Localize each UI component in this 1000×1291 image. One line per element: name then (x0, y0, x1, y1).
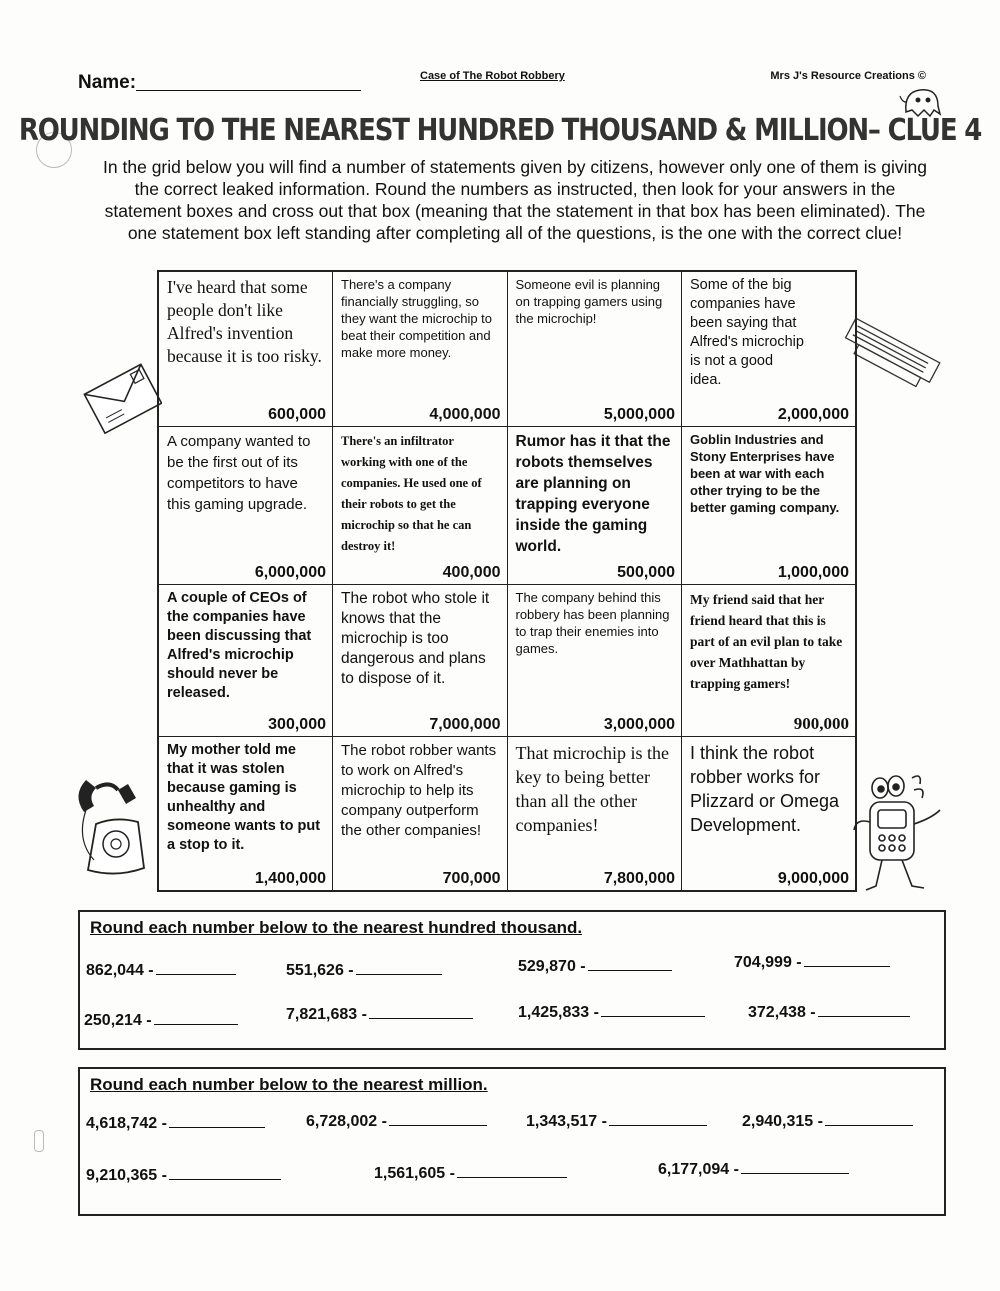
answer-field[interactable] (389, 1111, 487, 1126)
section-title: Round each number below to the nearest million. (90, 1075, 488, 1094)
question-number: 551,626 - (286, 962, 354, 979)
statement-text: My mother told me that it was stolen because gaming is unhealthy and someone wants to put a stop to it. (167, 741, 321, 853)
statement-box[interactable] (682, 271, 857, 426)
statement-text: The robot robber wants to work on Alfred's microchip to help its company outperform the other companies! (341, 741, 497, 839)
credit-text: Mrs J's Resource Creations © (770, 70, 926, 82)
statement-number: 4,000,000 (429, 405, 501, 423)
statement-number: 700,000 (442, 870, 501, 887)
statement-box[interactable] (158, 426, 333, 584)
answer-field[interactable] (588, 956, 672, 971)
statement-number: 3,000,000 (603, 715, 675, 733)
answer-field[interactable] (156, 960, 236, 975)
question-item (84, 1010, 238, 1030)
question-item (742, 1111, 913, 1131)
statement-box[interactable] (682, 426, 857, 584)
statement-text: Goblin Industries and Stony Enterprises have been at war with each other trying to be the better gaming company. (690, 431, 840, 515)
statement-box[interactable] (158, 271, 333, 426)
statement-text: I think the robot robber works for Plizzard or Omega Development. (690, 742, 840, 835)
statement-text: A couple of CEOs of the companies have been discussing that Alfred's microchip should never be released. (167, 589, 312, 701)
question-number: 372,438 - (748, 1004, 816, 1021)
statement-text: There's a company financially struggling, so they want the microchip to beat their competition and make more money. (341, 277, 493, 360)
question-number: 7,821,683 - (286, 1006, 367, 1023)
telephone-icon (66, 760, 166, 890)
statement-text: Someone evil is planning on trapping gamers using the microchip! (515, 277, 663, 326)
question-item (86, 960, 236, 980)
statement-box[interactable] (507, 426, 682, 584)
statement-number: 300,000 (268, 715, 326, 733)
answer-field[interactable] (804, 952, 890, 967)
question-item (748, 1002, 910, 1022)
hundred-thousand-section (78, 910, 946, 1050)
statement-box[interactable] (333, 736, 508, 891)
question-number: 1,425,833 - (518, 1004, 599, 1021)
question-number: 704,999 - (734, 954, 802, 971)
section-title: Round each number below to the nearest hundred thousand. (90, 918, 583, 937)
question-number: 1,343,517 - (526, 1113, 607, 1130)
question-number: 6,728,002 - (306, 1113, 387, 1130)
statement-text: I've heard that some people don't like Alfred's invention because it is too risky. (167, 277, 322, 366)
statement-box[interactable] (158, 584, 333, 736)
statement-number: 1,400,000 (254, 870, 326, 887)
binder-hole-bottom (34, 1130, 44, 1152)
statement-box[interactable] (507, 584, 682, 736)
worksheet-header (78, 72, 938, 96)
robot-icon (852, 770, 947, 900)
statement-number: 400,000 (442, 563, 501, 581)
statement-number: 7,000,000 (429, 715, 501, 733)
name-label: Name: (78, 72, 137, 93)
question-item (526, 1111, 707, 1131)
statement-text: The robot who stole it knows that the microchip is too dangerous and plans to dispose of it. (341, 589, 490, 687)
envelope-icon (82, 352, 162, 442)
answer-field[interactable] (356, 960, 442, 975)
question-item (734, 952, 890, 972)
statement-number: 600,000 (268, 405, 326, 423)
question-number: 1,561,605 - (374, 1165, 455, 1182)
statement-box[interactable] (158, 736, 333, 891)
question-item (86, 1165, 281, 1185)
statement-number: 9,000,000 (777, 870, 849, 887)
statement-text: Some of the big companies have been saying that Alfred's microchip is not a good idea. (690, 277, 804, 388)
statement-text: A company wanted to be the first out of its competitors to have this gaming upgrade. (167, 432, 311, 513)
question-item (286, 1004, 473, 1024)
answer-field[interactable] (369, 1004, 473, 1019)
question-item (286, 960, 442, 980)
answer-field[interactable] (457, 1163, 567, 1178)
statement-box[interactable] (333, 426, 508, 584)
question-item (658, 1159, 849, 1179)
million-section (78, 1067, 946, 1216)
statement-number: 7,800,000 (603, 870, 675, 887)
question-number: 9,210,365 - (86, 1167, 167, 1184)
statement-box[interactable] (682, 736, 857, 891)
question-item (86, 1113, 265, 1133)
answer-field[interactable] (741, 1159, 849, 1174)
question-number: 2,940,315 - (742, 1113, 823, 1130)
question-number: 4,618,742 - (86, 1115, 167, 1132)
question-number: 529,870 - (518, 958, 586, 975)
statement-text: The company behind this robbery has been planning to trap their enemies into games. (515, 589, 670, 656)
statement-number: 900,000 (793, 713, 849, 733)
question-item (306, 1111, 487, 1131)
statement-text: My friend said that her friend heard that this is part of an evil plan to take over Mathhattan by trapping gamers! (690, 591, 843, 691)
answer-field[interactable] (154, 1010, 238, 1025)
statement-grid (157, 270, 857, 892)
name-field[interactable] (136, 90, 361, 91)
statement-box[interactable] (507, 271, 682, 426)
worksheet-title: ROUNDING TO THE NEAREST HUNDRED THOUSAND & MILLION– CLUE 4 (18, 113, 982, 149)
statement-text: There's an infiltrator working with one of the companies. He used one of their robots to get the microchip so that he can destroy it! (341, 433, 482, 553)
answer-field[interactable] (601, 1002, 705, 1017)
answer-field[interactable] (609, 1111, 707, 1126)
answer-field[interactable] (818, 1002, 910, 1017)
statement-number: 6,000,000 (254, 563, 326, 581)
question-item (518, 956, 672, 976)
answer-field[interactable] (169, 1165, 281, 1180)
statement-box[interactable] (333, 584, 508, 736)
question-item (374, 1163, 567, 1183)
statement-box[interactable] (333, 271, 508, 426)
question-item (518, 1002, 705, 1022)
instructions-text: In the grid below you will find a number of statements given by citizens, however only one of them is giving the correct leaked information. Round the numbers as instructed, then look for your answers in the statement boxes and cross out that box (meaning that the statement in that box has been eliminated). The one statement box left standing after completing all of the questions, is the one with the correct clue! (103, 157, 927, 243)
answer-field[interactable] (169, 1113, 265, 1128)
statement-text: Rumor has it that the robots themselves are planning on trapping everyone inside the gaming world. (515, 432, 671, 555)
statement-number: 2,000,000 (777, 405, 849, 423)
statement-box[interactable] (682, 584, 857, 736)
question-number: 862,044 - (86, 962, 154, 979)
statement-text: That microchip is the key to being better than all the other companies! (515, 742, 669, 835)
statement-box[interactable] (507, 736, 682, 891)
answer-field[interactable] (825, 1111, 913, 1126)
statement-number: 500,000 (617, 563, 675, 581)
statement-number: 1,000,000 (777, 563, 849, 581)
question-number: 250,214 - (84, 1012, 152, 1029)
question-number: 6,177,094 - (658, 1161, 739, 1178)
statement-number: 5,000,000 (603, 405, 675, 423)
series-title: Case of The Robot Robbery (420, 70, 565, 82)
